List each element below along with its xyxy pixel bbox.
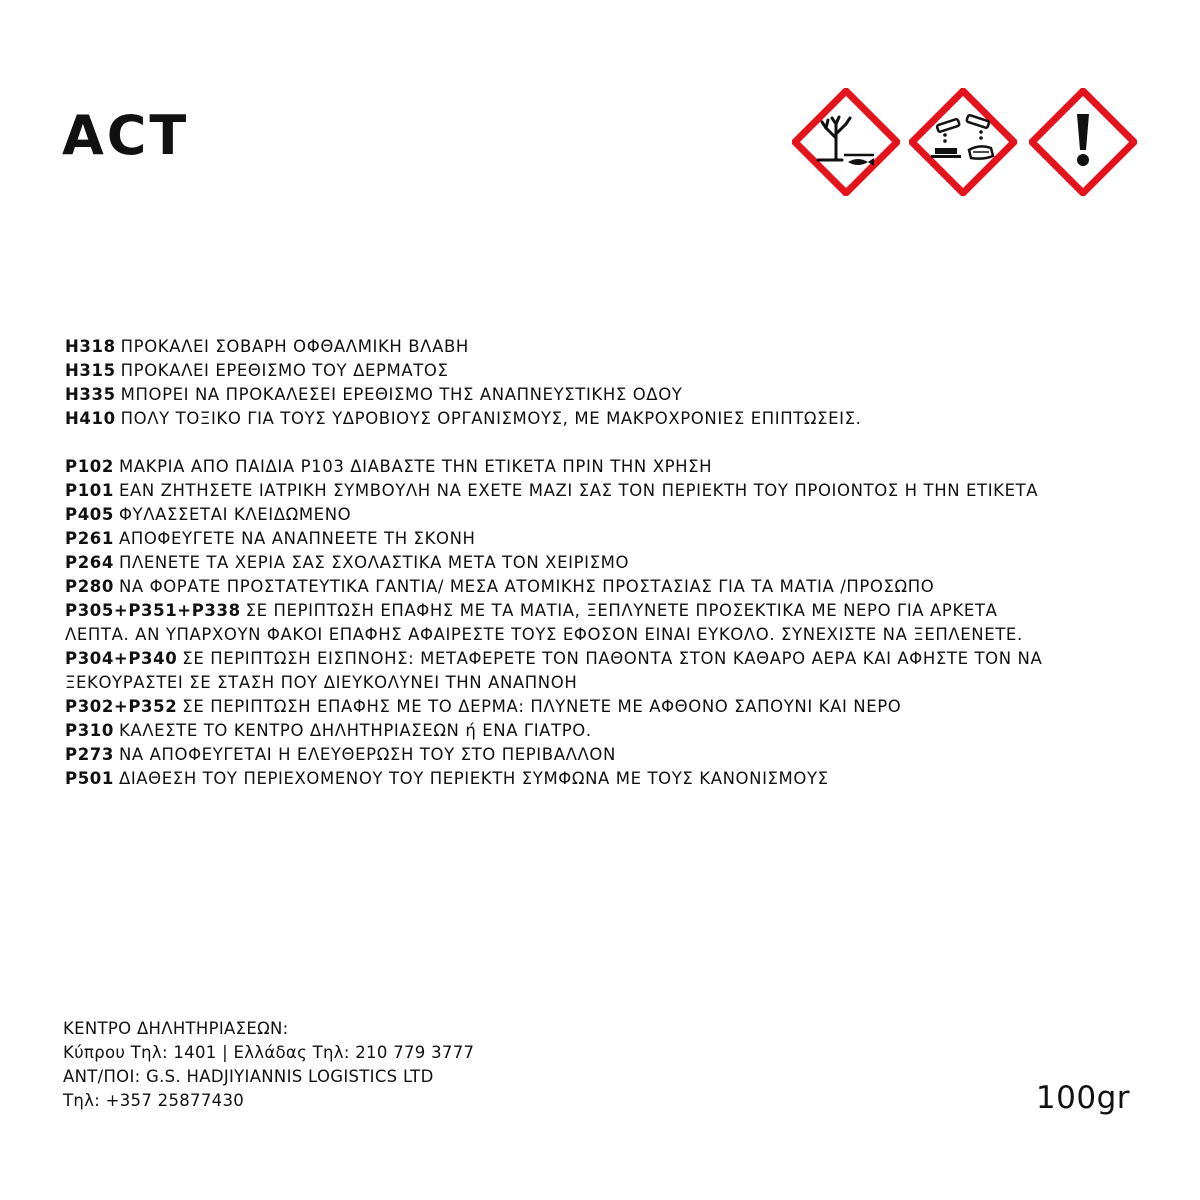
net-weight: 100gr [1035, 1080, 1130, 1116]
poison-center-phones: Κύπρου Τηλ: 1401 | Ελλάδας Τηλ: 210 779 3777 [63, 1043, 475, 1062]
precautionary-statement: P302+P352 ΣΕ ΠΕΡΙΠΤΩΣΗ ΕΠΑΦΗΣ ΜΕ ΤΟ ΔΕΡΜΑ: ΠΛΥΝΕΤΕ ΜΕ ΑΦΘΟΝΟ ΣΑΠΟΥΝΙ ΚΑΙ ΝΕΡΟ [65, 697, 902, 716]
product-title: ACT [62, 104, 190, 167]
precautionary-statement: P501 ΔΙΑΘΕΣΗ ΤΟΥ ΠΕΡΙΕΧΟΜΕΝΟΥ ΤΟΥ ΠΕΡΙΕΚΤΗ ΣΥΜΦΩΝΑ ΜΕ ΤΟΥΣ ΚΑΝΟΝΙΣΜΟΥΣ [65, 769, 829, 788]
hazard-statement: H335 ΜΠΟΡΕΙ ΝΑ ΠΡΟΚΑΛΕΣΕΙ ΕΡΕΘΙΣΜΟ ΤΗΣ ΑΝΑΠΝΕΥΣΤΙΚΗΣ ΟΔΟΥ [65, 385, 683, 404]
precautionary-statement: P273 ΝΑ ΑΠΟΦΕΥΓΕΤΑΙ Η ΕΛΕΥΘΕΡΩΣΗ ΤΟΥ ΣΤΟ ΠΕΡΙΒΑΛΛΟΝ [65, 745, 616, 764]
precautionary-statement-continuation: ΞΕΚΟΥΡΑΣΤΕΙ ΣΕ ΣΤΑΣΗ ΠΟΥ ΔΙΕΥΚΟΛΥΝΕΙ ΤΗΝ ΑΝΑΠΝΟΗ [65, 673, 578, 692]
precautionary-statement: P261 ΑΠΟΦΕΥΓΕΤΕ ΝΑ ΑΝΑΠΝΕΕΤΕ ΤΗ ΣΚΟΝΗ [65, 529, 476, 548]
precautionary-statement: P405 ΦΥΛΑΣΣΕΤΑΙ ΚΛΕΙΔΩΜΕΝΟ [65, 505, 352, 524]
precautionary-statement: P280 ΝΑ ΦΟΡΑΤΕ ΠΡΟΣΤΑΤΕΥΤΙΚΑ ΓΑΝΤΙΑ/ ΜΕΣΑ ΑΤΟΜΙΚΗΣ ΠΡΟΣΤΑΣΙΑΣ ΓΙΑ ΤΑ ΜΑΤΙΑ /ΠΡΟΣΩΠΟ [65, 577, 935, 596]
precautionary-statement: P310 ΚΑΛΕΣΤΕ ΤΟ ΚΕΝΤΡΟ ΔΗΛΗΤΗΡΙΑΣΕΩΝ ή ΕΝΑ ΓΙΑΤΡΟ. [65, 721, 592, 740]
precautionary-statement: P102 ΜΑΚΡΙΑ ΑΠΟ ΠΑΙΔΙΑ Ρ103 ΔΙΑΒΑΣΤΕ ΤΗΝ ΕΤΙΚΕΤΑ ΠΡΙΝ ΤΗΝ ΧΡΗΣΗ [65, 457, 713, 476]
contact-info [63, 1017, 474, 1113]
statements-block [65, 335, 1165, 791]
hazard-statement: H318 ΠΡΟΚΑΛΕΙ ΣΟΒΑΡΗ ΟΦΘΑΛΜΙΚΗ ΒΛΑΒΗ [65, 337, 469, 356]
hazard-statement: H410 ΠΟΛΥ ΤΟΞΙΚΟ ΓΙΑ ΤΟΥΣ ΥΔΡΟΒΙΟΥΣ ΟΡΓΑΝΙΣΜΟΥΣ, ΜΕ ΜΑΚΡΟΧΡΟΝΙΕΣ ΕΠΙΠΤΩΣΕΙΣ. [65, 409, 862, 428]
precautionary-statement-continuation: ΛΕΠΤΑ. ΑΝ ΥΠΑΡΧΟΥΝ ΦΑΚΟΙ ΕΠΑΦΗΣ ΑΦΑΙΡΕΣΤΕ ΤΟΥΣ ΕΦΟΣΟΝ ΕΙΝΑΙ ΕΥΚΟΛΟ. ΣΥΝΕΧΙΣΤΕ ΝΑ ΞΕΠΛΕΝΕΤΕ. [65, 625, 1023, 644]
distributor-phone: Τηλ: +357 25877430 [63, 1091, 245, 1110]
distributor-name: ΑΝΤ/ΠΟΙ: G.S. HADJIYIANNIS LOGISTICS LTD [63, 1067, 434, 1086]
hazard-statement: H315 ΠΡΟΚΑΛΕΙ ΕΡΕΘΙΣΜΟ ΤΟΥ ΔΕΡΜΑΤΟΣ [65, 361, 449, 380]
precautionary-statement: P264 ΠΛΕΝΕΤΕ ΤΑ ΧΕΡΙΑ ΣΑΣ ΣΧΟΛΑΣΤΙΚΑ ΜΕΤΑ ΤΟΝ ΧΕΙΡΙΣΜΟ [65, 553, 630, 572]
corrosion-icon [909, 88, 1017, 196]
exclamation-mark-icon [1029, 88, 1137, 196]
precautionary-statement: P305+P351+P338 ΣΕ ΠΕΡΙΠΤΩΣΗ ΕΠΑΦΗΣ ΜΕ ΤΑ ΜΑΤΙΑ, ΞΕΠΛΥΝΕΤΕ ΠΡΟΣΕΚΤΙΚΑ ΜΕ ΝΕΡΟ ΓΙΑ ΑΡΚΕΤΑ [65, 601, 998, 620]
poison-center-heading: ΚΕΝΤΡΟ ΔΗΛΗΤΗΡΙΑΣΕΩΝ: [63, 1019, 289, 1038]
precautionary-statement: P304+P340 ΣΕ ΠΕΡΙΠΤΩΣΗ ΕΙΣΠΝΟΗΣ: ΜΕΤΑΦΕΡΕΤΕ ΤΟΝ ΠΑΘΟΝΤΑ ΣΤΟΝ ΚΑΘΑΡΟ ΑΕΡΑ ΚΑΙ ΑΦΗΣΤΕ ΤΟΝ ΝΑ [65, 649, 1043, 668]
environment-hazard-icon [792, 88, 900, 196]
hazard-pictograms [792, 88, 1137, 198]
precautionary-statement: P101 ΕΑΝ ΖΗΤΗΣΕΤΕ ΙΑΤΡΙΚΗ ΣΥΜΒΟΥΛΗ ΝΑ ΕΧΕΤΕ ΜΑΖΙ ΣΑΣ ΤΟΝ ΠΕΡΙΕΚΤΗ ΤΟΥ ΠΡΟΙΟΝΤΟΣ Η ΤΗΝ ΕΤΙΚΕΤΑ [65, 481, 1039, 500]
